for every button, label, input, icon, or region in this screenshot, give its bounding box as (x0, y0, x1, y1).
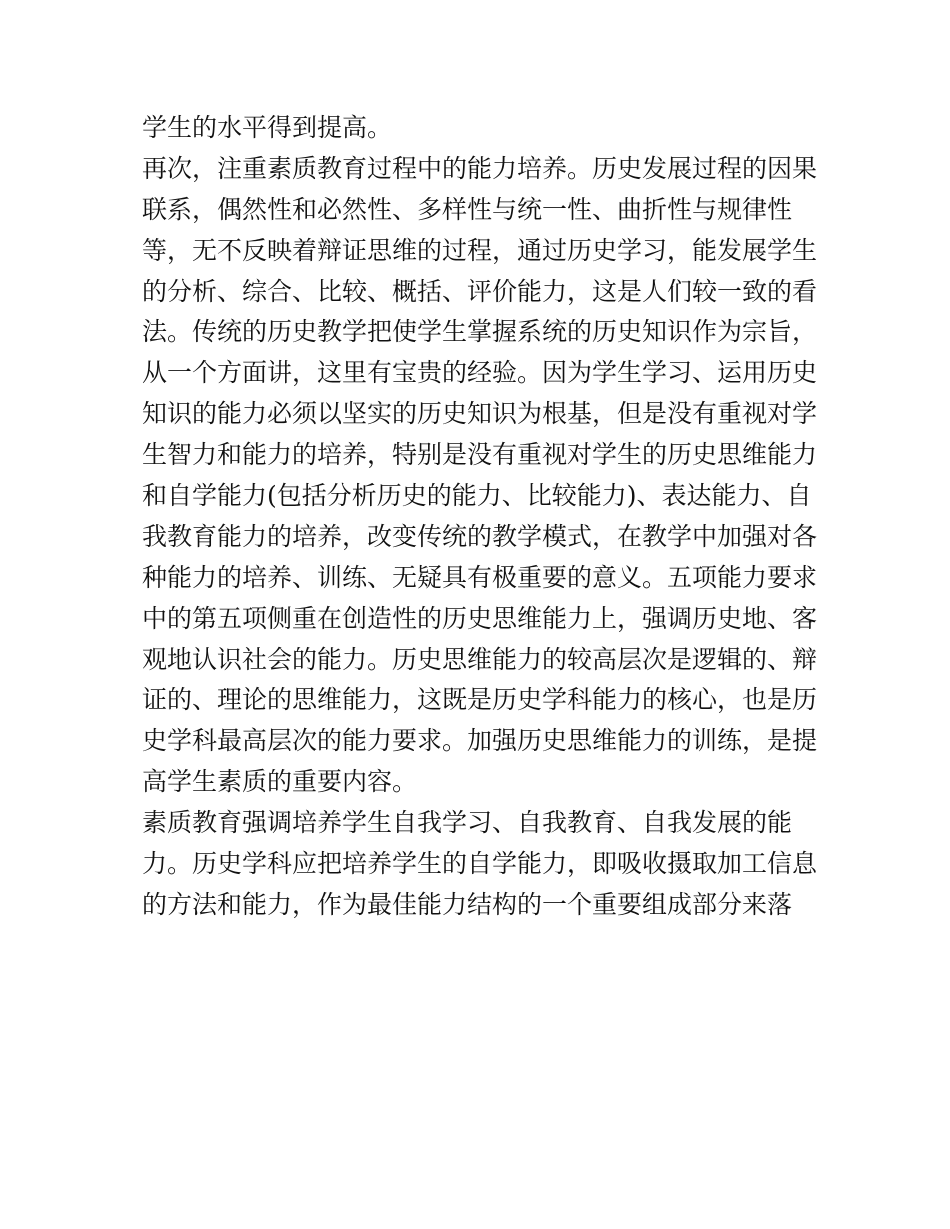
body-text (142, 108, 822, 926)
text-line: 的分析、综合、比较、概括、评价能力，这是人们较一致的看 (142, 276, 818, 306)
text-line: 从一个方面讲，这里有宝贵的经验。因为学生学习、运用历史 (142, 358, 818, 388)
text-line: 再次，注重素质教育过程中的能力培养。历史发展过程的因果 (142, 153, 818, 183)
text-line: 力。历史学科应把培养学生的自学能力，即吸收摄取加工信息 (142, 849, 818, 879)
text-line: 种能力的培养、训练、无疑具有极重要的意义。五项能力要求 (142, 562, 818, 592)
text-line: 高学生素质的重要内容。 (142, 767, 418, 797)
text-line: 观地认识社会的能力。历史思维能力的较高层次是逻辑的、辩 (142, 644, 818, 674)
text-line: 联系，偶然性和必然性、多样性与统一性、曲折性与规律性 (142, 194, 793, 224)
text-line: 我教育能力的培养，改变传统的教学模式，在教学中加强对各 (142, 521, 818, 551)
text-line: 知识的能力必须以坚实的历史知识为根基，但是没有重视对学 (142, 399, 818, 429)
text-line: 等，无不反映着辩证思维的过程，通过历史学习，能发展学生 (142, 235, 818, 265)
text-line: 法。传统的历史教学把使学生掌握系统的历史知识作为宗旨， (142, 317, 818, 347)
text-line: 的方法和能力，作为最佳能力结构的一个重要组成部分来落 (142, 889, 793, 919)
text-line: 中的第五项侧重在创造性的历史思维能力上，强调历史地、客 (142, 603, 818, 633)
text-line: 学生的水平得到提高。 (142, 113, 393, 142)
text-line: 证的、理论的思维能力，这既是历史学科能力的核心，也是历 (142, 685, 818, 715)
text-line: 生智力和能力的培养，特别是没有重视对学生的历史思维能力 (142, 440, 818, 470)
text-line: 和自学能力(包括分析历史的能力、比较能力)、表达能力、自 (142, 481, 812, 511)
text-line: 素质教育强调培养学生自我学习、自我教育、自我发展的能 (142, 808, 793, 838)
text-line: 史学科最高层次的能力要求。加强历史思维能力的训练，是提 (142, 726, 818, 756)
